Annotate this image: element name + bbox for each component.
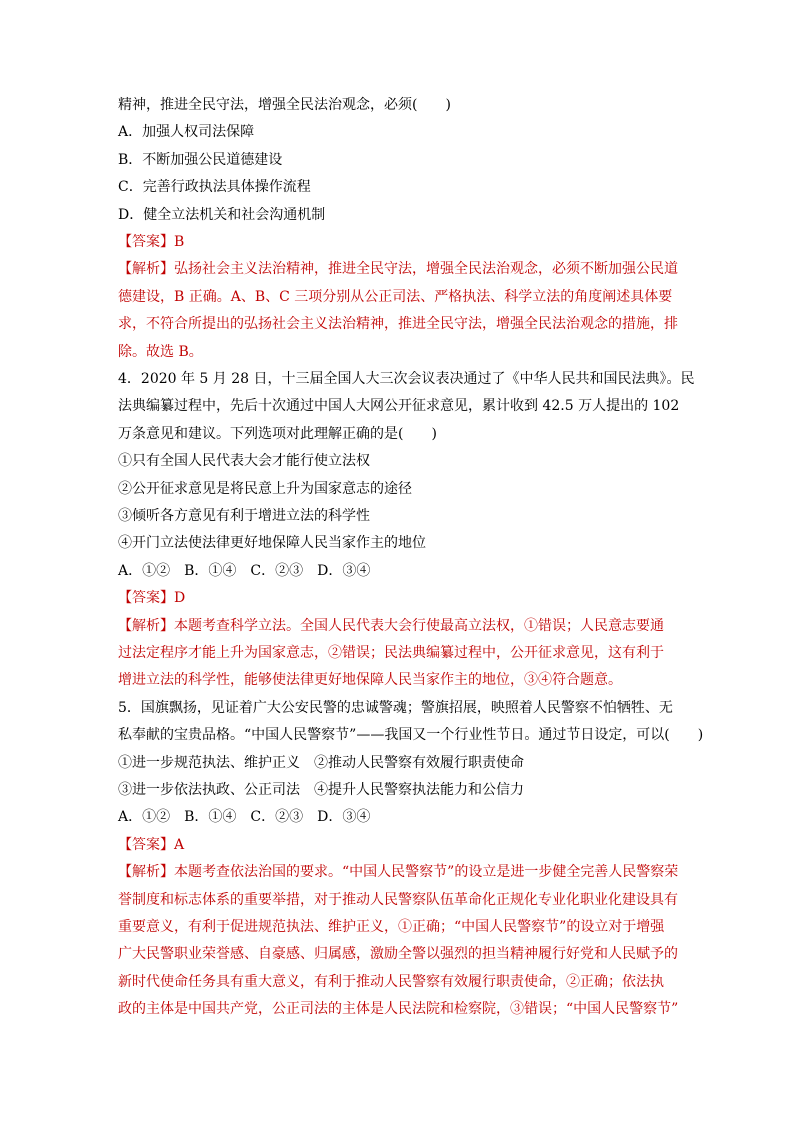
analysis-line: 增进立法的科学性，能够使法律更好地保障人民当家作主的地位，③④符合题意。 — [118, 672, 622, 689]
question-4-analysis — [118, 613, 684, 695]
question-5-answer: 【答案】A — [118, 836, 185, 853]
stem-line: 私奉献的宝贵品格。“中国人民警察节”——我国又一个行业性节日。通过节日设定，可以( ) — [118, 727, 704, 744]
analysis-line: 过法定程序才能上升为国家意志，②错误；民法典编纂过程中，公开征求意见，这有利于 — [118, 644, 664, 661]
question-4-item-1: ①只有全国人民代表大会才能行使立法权 — [118, 453, 370, 470]
exam-page — [118, 92, 704, 1024]
stem-line: 万条意见和建议。下列选项对此理解正确的是( ) — [118, 425, 437, 442]
question-3-stem: 精神，推进全民守法，增强全民法治观念，必须( ) — [118, 97, 451, 113]
question-5-analysis — [118, 859, 684, 1023]
question-3-option-d: D．健全立法机关和社会沟通机制 — [118, 206, 326, 223]
analysis-line: 誉制度和标志体系的重要举措，对于推动人民警察队伍革命化正规化专业化职业化建设具有 — [118, 891, 678, 908]
analysis-line: 除。故选 B。 — [118, 343, 203, 360]
question-4-item-4: ④开门立法使法律更好地保障人民当家作主的地位 — [118, 535, 426, 552]
question-5-stem — [118, 695, 704, 750]
question-4-options: A．①② B．①④ C．②③ D．③④ — [118, 562, 371, 579]
analysis-line: 【解析】弘扬社会主义法治精神，推进全民守法，增强全民法治观念，必须不断加强公民道 — [118, 261, 678, 278]
analysis-line: 政的主体是中国共产党，公正司法的主体是人民法院和检察院，③错误；“中国人民警察节” — [118, 1001, 679, 1018]
question-4-answer: 【答案】D — [118, 590, 186, 607]
question-4-item-2: ②公开征求意见是将民意上升为国家意志的途径 — [118, 480, 412, 497]
stem-line: 5．国旗飘扬，见证着广大公安民警的忠诚警魂；警旗招展，映照着人民警察不怕牺牲、无 — [118, 699, 673, 716]
question-4-item-3: ③倾听各方意见有利于增进立法的科学性 — [118, 507, 370, 524]
question-4-stem — [118, 366, 695, 448]
analysis-line: 【解析】本题考查依法治国的要求。“中国人民警察节”的设立是进一步健全完善人民警察荣 — [118, 864, 679, 881]
question-5-items-row-1: ①进一步规范执法、维护正义 ②推动人民警察有效履行职责使命 — [118, 754, 524, 771]
analysis-line: 求，不符合所提出的弘扬社会主义法治精神，推进全民守法，增强全民法治观念的措施，排 — [118, 316, 678, 333]
analysis-line: 【解析】本题考查科学立法。全国人民代表大会行使最高立法权，①错误；人民意志要通 — [118, 617, 664, 634]
question-3-analysis — [118, 256, 684, 366]
question-3-answer: 【答案】B — [118, 233, 185, 250]
stem-line: 法典编纂过程中，先后十次通过中国人大网公开征求意见，累计收到 42.5 万人提出的 102 — [118, 398, 680, 415]
question-5-items-row-2: ③进一步依法执政、公正司法 ④提升人民警察执法能力和公信力 — [118, 781, 524, 798]
analysis-line: 重要意义，有利于促进规范执法、维护正义，①正确；“中国人民警察节”的设立对于增强 — [118, 918, 665, 935]
question-5-options: A．①② B．①④ C．②③ D．③④ — [118, 809, 371, 826]
analysis-line: 广大民警职业荣誉感、自豪感、归属感，激励全警以强烈的担当精神履行好党和人民赋予的 — [118, 946, 678, 963]
analysis-line: 新时代使命任务具有重大意义，有利于推动人民警察有效履行职责使命，②正确；依法执 — [118, 973, 664, 990]
stem-line: 4．2020 年 5 月 28 日，十三届全国人大三次会议表决通过了《中华人民共和国民法典》。民 — [118, 370, 695, 387]
question-3-option-b: B．不断加强公民道德建设 — [118, 151, 283, 168]
question-3-option-c: C．完善行政执法具体操作流程 — [118, 179, 311, 196]
analysis-line: 德建设，B 正确。A、B、C 三项分别从公正司法、严格执法、科学立法的角度阐述具体要 — [118, 288, 673, 305]
question-3-option-a: A．加强人权司法保障 — [118, 124, 255, 141]
